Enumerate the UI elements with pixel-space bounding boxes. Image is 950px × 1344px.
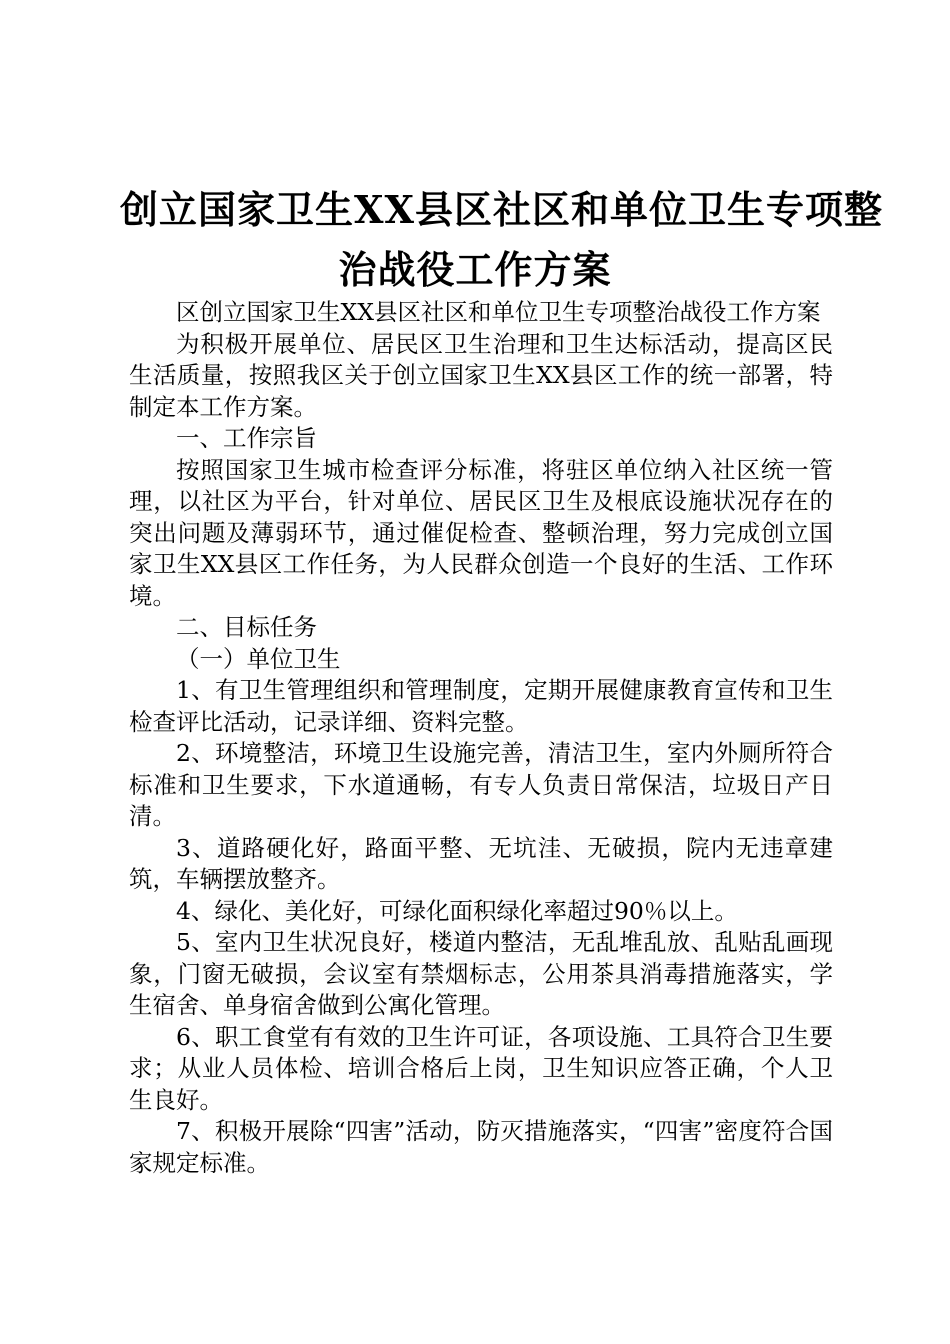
document-body <box>129 297 833 1179</box>
list-item-3: 3、道路硬化好，路面平整、无坑洼、无破损，院内无违章建筑，车辆摆放整齐。 <box>129 833 833 893</box>
document-title-line-1: 创立国家卫生XX县区社区和单位卫生专项整 <box>120 187 883 232</box>
heading-work-purpose: 一、工作宗旨 <box>176 424 317 452</box>
list-item-1: 1、有卫生管理组织和管理制度，定期开展健康教育宣传和卫生检查评比活动，记录详细、资料完整。 <box>129 676 833 736</box>
heading-target-tasks: 二、目标任务 <box>176 613 317 641</box>
list-item-6: 6、职工食堂有有效的卫生许可证，各项设施、工具符合卫生要求；从业人员体检、培训合格后上岗，卫生知识应答正确，个人卫生良好。 <box>129 1022 833 1114</box>
list-item-4: 4、绿化、美化好，可绿化面积绿化率超过90％以上。 <box>176 896 738 925</box>
paragraph-document-name: 区创立国家卫生XX县区社区和单位卫生专项整治战役工作方案 <box>176 298 821 326</box>
paragraph-intro: 为积极开展单位、居民区卫生治理和卫生达标活动，提高区民生活质量，按照我区关于创立国家卫生XX县区工作的统一部署，特制定本工作方案。 <box>129 329 833 421</box>
list-item-5: 5、室内卫生状况良好，楼道内整洁，无乱堆乱放、乱贴乱画现象，门窗无破损，会议室有禁烟标志，公用茶具消毒措施落实，学生宿舍、单身宿舍做到公寓化管理。 <box>129 928 833 1019</box>
list-item-7: 7、积极开展除“四害”活动，防灭措施落实，“四害”密度符合国家规定标准。 <box>129 1117 833 1177</box>
paragraph-work-purpose: 按照国家卫生城市检查评分标准，将驻区单位纳入社区统一管理，以社区为平台，针对单位、居民区卫生及根底设施状况存在的突出问题及薄弱环节，通过催促检查、整顿治理，努力完成创立国家卫生XX县区工作任务，为人民群众创造一个良好的生活、工作环境。 <box>129 455 833 610</box>
subheading-unit-hygiene: （一）单位卫生 <box>176 644 341 673</box>
document-title-line-2: 治战役工作方案 <box>338 247 612 292</box>
list-item-2: 2、环境整洁，环境卫生设施完善，清洁卫生，室内外厕所符合标准和卫生要求，下水道通畅，有专人负责日常保洁，垃圾日产日清。 <box>129 739 833 830</box>
